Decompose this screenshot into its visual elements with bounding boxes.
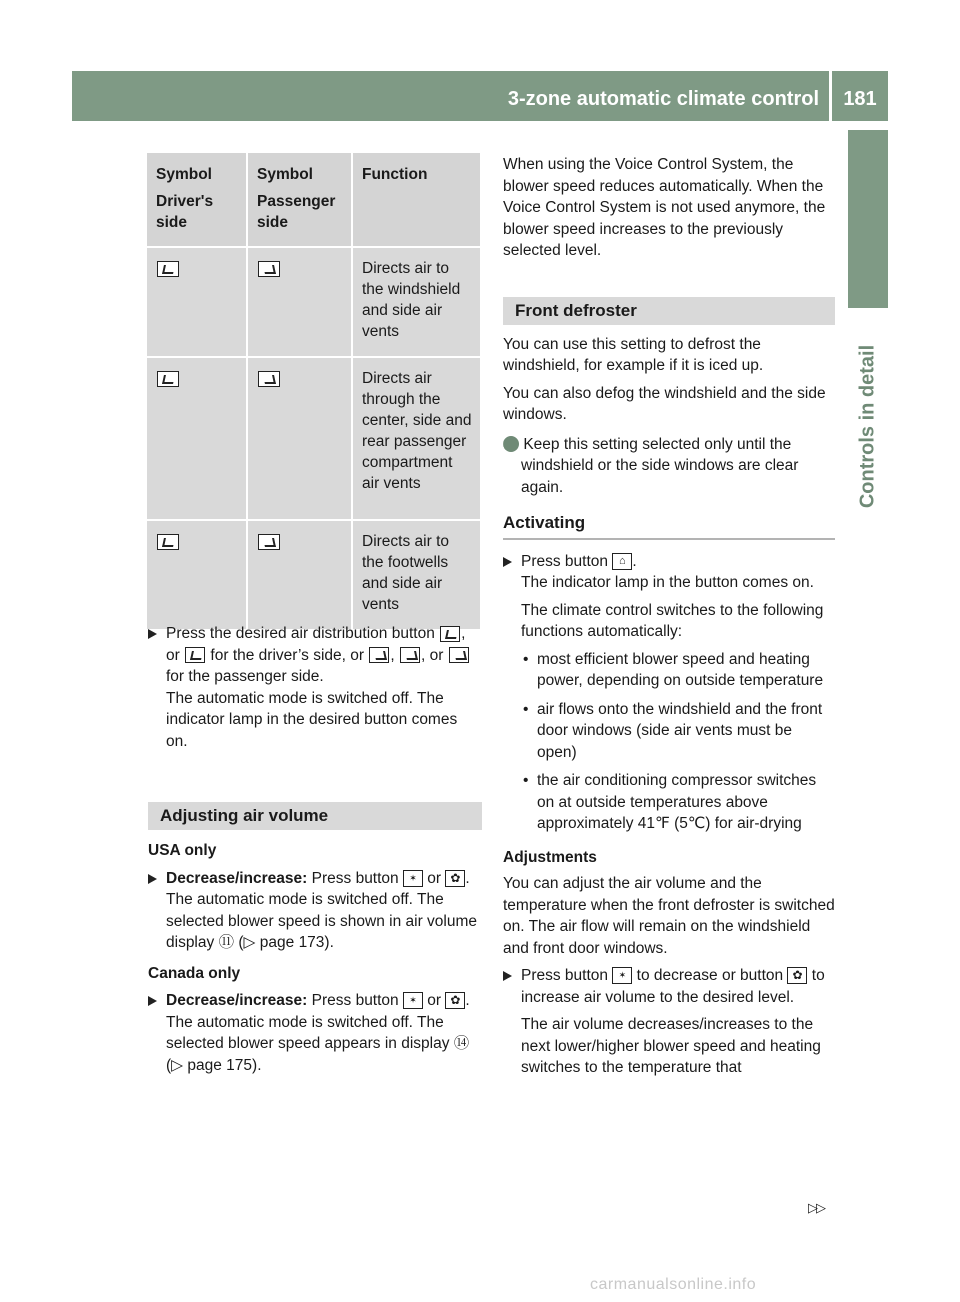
paragraph: You can also defog the windshield and the side windows. — [503, 384, 826, 423]
info-icon: i — [503, 436, 519, 452]
instruction-step — [503, 551, 835, 643]
list-item: • most efficient blower speed and heating power, depending on outside temperature — [523, 650, 824, 689]
side-tab-label: Controls in detail — [856, 344, 879, 509]
air-center-side-rear-icon — [258, 371, 280, 387]
air-footwell-side-icon — [449, 647, 469, 663]
air-windshield-side-icon — [258, 261, 280, 277]
adjustments-heading: Adjustments — [503, 848, 597, 866]
paragraph: You can use this setting to defrost the windshield, for example if it is iced up. — [503, 335, 764, 374]
canada-label: Canada only — [148, 964, 241, 982]
step-text: Press the desired air distribution button , or for the driver’s side, or , , or for the passenger side. — [166, 623, 482, 688]
header-driver-sub: Driver's side — [156, 193, 214, 231]
list-item: • air flows onto the windshield and the front door windows (side air vents must be open) — [523, 700, 823, 761]
header-passenger-title: Symbol — [257, 166, 313, 183]
instruction-step — [148, 990, 482, 1076]
air-center-side-rear-icon — [400, 647, 420, 663]
list-item: • the air conditioning compressor switches on at outside temperatures above approximately 41℉ (5℃) for air-drying — [523, 772, 817, 832]
function-cell: Directs air through the center, side and rear passenger compartment air vents — [352, 357, 480, 520]
table-row — [147, 520, 480, 629]
step-result: The climate control switches to the following functions automatically: — [521, 601, 824, 640]
header-function: Function — [352, 153, 480, 247]
usa-label: USA only — [148, 842, 217, 859]
air-center-side-rear-icon — [157, 371, 179, 387]
driver-symbol-cell — [147, 520, 247, 629]
passenger-symbol-cell — [247, 247, 352, 357]
arrow-icon — [148, 996, 157, 1006]
function-cell: Directs air to the footwells and side air vents — [352, 520, 480, 629]
bullet-dot: • — [523, 650, 529, 668]
info-note: i Keep this setting selected only until the windshield or the side windows are clear again. — [499, 435, 799, 496]
step-text: Decrease/increase: Press button ✶ or ✿ . — [166, 990, 482, 1012]
passenger-symbol-cell — [247, 357, 352, 520]
function-cell: Directs air to the windshield and side air vents — [352, 247, 480, 357]
header-driver-title: Symbol — [156, 166, 212, 183]
fan-decrease-icon — [612, 967, 632, 984]
fan-increase-icon — [787, 967, 807, 984]
bullet-dot: • — [523, 772, 529, 789]
right-column — [499, 154, 835, 1079]
air-footwell-side-icon — [258, 534, 280, 550]
step-result: The indicator lamp in the button comes on. — [521, 574, 814, 591]
continue-marker: ▷▷ — [808, 1200, 824, 1215]
bullet-dot: • — [523, 700, 529, 718]
defrost-max-icon — [612, 553, 632, 570]
driver-symbol-cell — [147, 357, 247, 520]
fan-increase-icon — [445, 992, 465, 1009]
subsection-heading: Activating — [503, 512, 835, 540]
page-number: 181 — [843, 88, 877, 110]
air-windshield-side-icon — [157, 261, 179, 277]
air-distribution-table — [147, 153, 480, 629]
side-tab-marker — [848, 130, 888, 308]
instruction-step — [503, 965, 835, 1079]
header-passenger-sub: Passenger side — [257, 193, 336, 231]
arrow-icon — [503, 557, 512, 567]
table-row — [147, 357, 480, 520]
paragraph: You can adjust the air volume and the temperature when the front defroster is switched on. The air flow will remain on the windshield and front door windows. — [503, 875, 835, 957]
header-driver — [147, 153, 247, 247]
left-column — [148, 623, 482, 1076]
watermark: carmanualsonline.info — [590, 1276, 757, 1293]
header-passenger — [247, 153, 352, 247]
instruction-step — [148, 868, 482, 954]
air-windshield-side-icon — [369, 647, 389, 663]
step-text: Decrease/increase: Press button ✶ or ✿ . — [166, 868, 482, 890]
step-result: The automatic mode is switched off. The indicator lamp in the desired button comes on. — [166, 689, 458, 750]
fan-decrease-icon — [403, 992, 423, 1009]
instruction-step — [148, 623, 482, 752]
air-center-side-rear-icon — [185, 647, 205, 663]
fan-increase-icon — [445, 870, 465, 887]
arrow-icon — [503, 971, 512, 981]
air-footwell-side-icon — [157, 534, 179, 550]
section-heading: Adjusting air volume — [148, 802, 482, 830]
step-result: The air volume decreases/increases to the next lower/higher blower speed and heating switches to the temperature that — [521, 1016, 821, 1076]
passenger-symbol-cell — [247, 520, 352, 629]
section-heading: Front defroster — [503, 297, 835, 325]
arrow-icon — [148, 874, 157, 884]
step-result: The automatic mode is switched off. The selected blower speed appears in display ⑭ (▷ page 175). — [166, 1013, 470, 1074]
step-text: Press button ⌂ . — [521, 551, 835, 573]
table-header-row — [147, 153, 480, 247]
arrow-icon — [148, 629, 157, 639]
voice-control-note: When using the Voice Control System, the blower speed reduces automatically. When the Voice Control System is not used anymore, the blower speed increases to the previously selected level. — [503, 156, 826, 259]
chapter-title: 3-zone automatic climate control — [507, 88, 819, 110]
driver-symbol-cell — [147, 247, 247, 357]
step-result: The automatic mode is switched off. The selected blower speed is shown in air volume display ⑪ (▷ page 173). — [166, 891, 478, 951]
step-text: Press button ✶ to decrease or button ✿ to increase air volume to the desired level. — [521, 965, 835, 1008]
table-row — [147, 247, 480, 357]
air-windshield-side-icon — [440, 626, 460, 642]
fan-decrease-icon — [403, 870, 423, 887]
